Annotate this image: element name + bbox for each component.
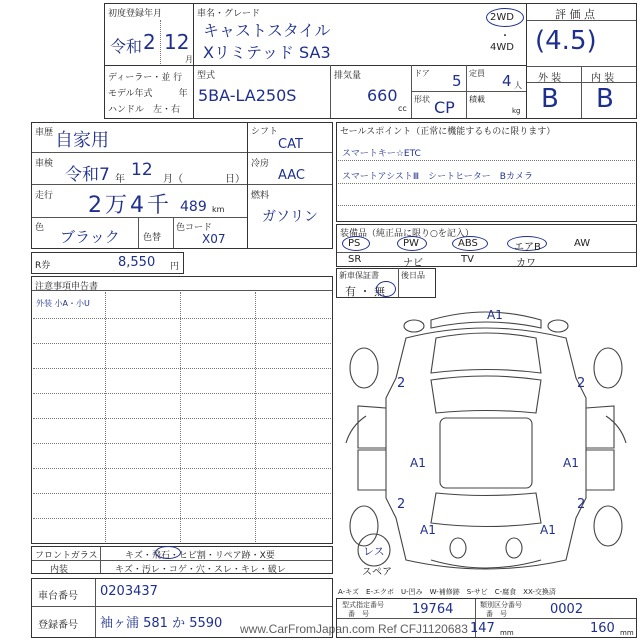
- int-grade: B: [596, 84, 614, 114]
- equip-leather: カワ: [516, 258, 536, 269]
- warranty-label: 新車保証書: [339, 271, 379, 280]
- car-name: キャストスタイル: [203, 21, 331, 40]
- divider: [105, 292, 106, 542]
- score-label: 評 価 点: [555, 8, 595, 21]
- type-label: 型式: [197, 71, 216, 81]
- divider: [33, 393, 331, 394]
- reg-era: 令和: [110, 37, 143, 56]
- equip-tv: TV: [461, 254, 474, 265]
- cc-value: 660: [367, 86, 398, 105]
- car-name-label: 車名・グレード: [197, 9, 261, 19]
- int-label: 内 装: [591, 73, 615, 84]
- divider: [33, 468, 331, 469]
- drive-2wd: 2WD: [490, 12, 514, 23]
- damage-mark: A1: [487, 308, 503, 322]
- ms-value: 19764: [412, 602, 454, 617]
- reg-date-label: 初度登録年月: [108, 9, 163, 19]
- load-label: 積載: [469, 95, 485, 104]
- shape-label: 形状: [414, 95, 430, 104]
- wheel-value: 160: [590, 621, 615, 636]
- damage-mark: A1: [540, 523, 556, 537]
- damage-legend: A-キズ E-エクボ U-凹み W-補修跡 S-サビ C-腐食 XX-交換済: [338, 588, 556, 596]
- notes-box: [31, 276, 333, 544]
- divider: [398, 268, 399, 297]
- divider: [338, 205, 635, 206]
- glass-label: フロントガラス: [35, 551, 98, 561]
- inspect-month: 12: [131, 160, 153, 180]
- equip-ps: PS: [348, 238, 361, 249]
- divider: [255, 292, 256, 542]
- cap-unit: 人: [514, 81, 522, 90]
- color-code-label: 色コード: [176, 223, 213, 233]
- reg-month-unit: 月: [185, 55, 193, 64]
- fuel-label: 燃料: [251, 191, 270, 201]
- score-value: (4.5): [535, 26, 597, 56]
- divider: [338, 183, 635, 184]
- chassis-label: 車台番号: [38, 591, 78, 602]
- notes-title: 注意事項申告書: [35, 282, 99, 292]
- divider: [330, 65, 331, 118]
- load-unit: kg: [512, 107, 521, 115]
- cap-value: 4: [502, 72, 512, 90]
- class-label: 類別区分番号: [480, 601, 522, 609]
- divider: [32, 290, 332, 291]
- color-code: X07: [202, 232, 226, 246]
- usage-value: 自家用: [55, 130, 109, 151]
- mileage-label: 走行: [35, 191, 54, 201]
- divider: [160, 20, 161, 64]
- mileage-unit: km: [212, 205, 225, 214]
- divider: [138, 218, 139, 248]
- color-value: ブラック: [60, 228, 120, 246]
- model-year-label: モデル年式 年: [108, 89, 188, 99]
- damage-mark: A1: [420, 523, 436, 537]
- damage-mark: A1: [563, 456, 579, 470]
- color-label: 色: [35, 223, 45, 233]
- recycle-value: 8,550: [118, 255, 156, 270]
- damage-mark: A1: [410, 456, 426, 470]
- dim-value: 147: [470, 621, 495, 636]
- damage-diagram: [336, 298, 637, 581]
- divider: [32, 152, 247, 153]
- book-label: 後日品: [401, 271, 425, 280]
- type-value: 5BA-LA250S: [198, 86, 297, 105]
- shift-label: シフト: [251, 127, 279, 137]
- interior-label: 内装: [50, 565, 69, 575]
- divider: [33, 493, 331, 494]
- damage-mark: 2: [397, 376, 406, 391]
- equip-pw: PW: [403, 238, 419, 249]
- inspect-value: 令和7: [65, 165, 110, 185]
- inspect-month-unit: 月（: [163, 174, 183, 185]
- spare-caption: スペア: [362, 567, 392, 578]
- divider: [337, 252, 636, 253]
- spare-mark: レス: [363, 545, 385, 558]
- class-value: 0002: [550, 602, 584, 617]
- equip-abs: ABS: [458, 238, 478, 249]
- mileage-value: 2万4千: [88, 193, 172, 218]
- circle-mark: [376, 281, 396, 297]
- equipment-title: 装備品（純正品に限り○を記入）: [340, 229, 474, 239]
- inspect-day-unit: 日）: [225, 174, 245, 185]
- door-value: 5: [452, 72, 462, 90]
- shape-value: CP: [434, 98, 455, 117]
- divider: [248, 184, 332, 185]
- ac-label: 冷房: [251, 159, 270, 169]
- inspect-label: 車検: [35, 159, 54, 169]
- ms-label: 型式指定番号: [342, 601, 384, 609]
- divider: [33, 518, 331, 519]
- drive-4wd: 4WD: [490, 42, 514, 53]
- handle-label: ハンドル 左・右: [108, 105, 181, 115]
- ms-sub: 番 号: [348, 610, 369, 618]
- sales-point-line: スマートキー☆ETC: [342, 149, 421, 159]
- warranty-value: 有 ・ 無: [345, 285, 385, 298]
- cc-unit: cc: [398, 104, 407, 113]
- sales-points-title: セールスポイント（正常に機能するものに限ります）: [340, 127, 556, 137]
- note-line: 外装 小A・小U: [36, 299, 90, 308]
- cc-label: 排気量: [334, 71, 362, 81]
- divider: [248, 152, 332, 153]
- divider: [33, 418, 331, 419]
- divider: [173, 218, 174, 248]
- interior-value: キズ・汚レ・コゲ・穴・スレ・キレ・破レ: [115, 565, 286, 575]
- ext-grade: B: [541, 84, 559, 114]
- usage-label: 車歴: [35, 128, 54, 138]
- divider: [338, 160, 635, 161]
- damage-mark: 2: [577, 376, 586, 391]
- cap-label: 定員: [469, 69, 485, 78]
- circle-mark: [155, 546, 181, 559]
- divider: [581, 66, 582, 118]
- damage-mark: 2: [397, 497, 406, 512]
- divider: [95, 579, 96, 637]
- dealer-label: ディーラー・並 行: [108, 73, 183, 83]
- color-change-label: 色替: [143, 233, 162, 243]
- reg-year: 2: [143, 30, 156, 54]
- grade: Xリミテッド SA3: [203, 43, 331, 62]
- wheel-unit: mm: [620, 629, 634, 637]
- divider: [33, 318, 331, 319]
- recycle-box: [31, 252, 184, 274]
- mileage-sub: 489: [180, 199, 207, 215]
- class-sub: 番 号: [486, 610, 507, 618]
- ext-label: 外 装: [538, 73, 562, 84]
- divider: [33, 343, 331, 344]
- inspect-year-unit: 年: [115, 174, 125, 185]
- equip-aw: AW: [574, 238, 591, 249]
- door-label: ドア: [414, 69, 430, 78]
- divider: [411, 91, 526, 92]
- divider: [32, 606, 332, 607]
- divider: [180, 292, 181, 542]
- glass-value: キズ・飛石・ヒビ割・リペア跡・X要: [125, 551, 275, 561]
- fuel-value: ガソリン: [262, 209, 318, 225]
- sales-point-line: スマートアシストⅢ シートヒーター Bカメラ: [342, 172, 533, 182]
- reg-month: 12: [164, 30, 190, 54]
- plate-value: 袖ヶ浦 581 か 5590: [100, 616, 223, 631]
- ac-value: AAC: [278, 168, 305, 183]
- damage-mark: 2: [577, 497, 586, 512]
- recycle-unit: 円: [170, 262, 180, 272]
- equip-airbag: エアB: [514, 242, 541, 253]
- equip-navi: ナビ: [403, 258, 423, 269]
- divider: [100, 547, 101, 573]
- watermark: www.CarFromJapan.com Ref CFJ1120683: [240, 622, 468, 636]
- drive-sep: ・: [500, 31, 510, 42]
- equip-sr: SR: [348, 254, 362, 265]
- plate-label: 登録番号: [38, 620, 78, 631]
- chassis-value: 0203437: [100, 584, 158, 599]
- dim-unit: mm: [500, 629, 514, 637]
- shift-value: CAT: [278, 137, 303, 152]
- recycle-label: R券: [35, 261, 51, 271]
- divider: [33, 368, 331, 369]
- divider: [33, 443, 331, 444]
